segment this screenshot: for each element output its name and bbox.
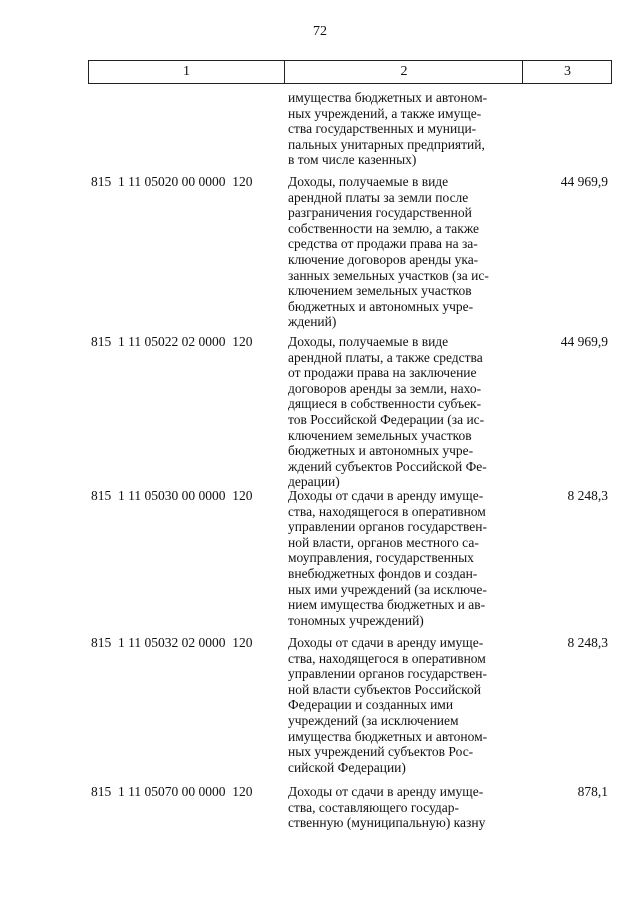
row-amount: 44 969,9 (560, 334, 608, 349)
continuation-description: имущества бюджетных и автоном- ных учреждений, а также имуще- ства государственных и муници- пальных унитарных предприятий, в том числе казенных) (288, 90, 488, 168)
row-code: 815 1 11 05022 02 0000 120 (91, 334, 253, 349)
column-header-3: 3 (522, 61, 612, 83)
row-description: Доходы от сдачи в аренду имуще- ства, составляющего государ- ственную (муниципальную) казну (288, 784, 486, 831)
row-amount: 878,1 (577, 784, 608, 799)
column-header-2: 2 (284, 61, 523, 83)
row-code: 815 1 11 05030 00 0000 120 (91, 488, 253, 503)
page-number: 72 (313, 24, 327, 39)
row-amount: 44 969,9 (560, 174, 608, 189)
column-header-row (88, 60, 612, 84)
row-description: Доходы, получаемые в виде арендной платы за земли после разграничения государственной собственности на землю, а также средства от продажи права на за- ключение договоров аренды ука- занных земельных участков (за ис- ключением земельных участков бюджетных и автономных учре- ждений) (288, 174, 489, 330)
row-description: Доходы от сдачи в аренду имуще- ства, находящегося в оперативном управлении органов государствен- ной власти субъектов Российской Федерации и созданных ими учреждений (за исключением имущества бюджетных и автоном- ных учреждений субъектов Рос- сийской Федерации) (288, 635, 488, 775)
column-header-1: 1 (183, 64, 190, 79)
row-description: Доходы от сдачи в аренду имуще- ства, находящегося в оперативном управлении органов государствен- ной власти, органов местного са- моуправления, государственных внебюджетных фондов и создан- ных ими учреждений (за исключе- нием имущества бюджетных и ав- тономных учреждений) (288, 488, 487, 628)
row-code: 815 1 11 05020 00 0000 120 (91, 174, 253, 189)
row-amount: 8 248,3 (567, 635, 608, 650)
row-description: Доходы, получаемые в виде арендной платы, а также средства от продажи права на заключение договоров аренды за земли, нахо- дящиеся в собственности субъек- тов Российской Федерации (за ис- ключением земельных участков бюджетных и автономных учре- ждений субъектов Российской Фе- дерации) (288, 334, 487, 490)
row-code: 815 1 11 05032 02 0000 120 (91, 635, 253, 650)
row-code: 815 1 11 05070 00 0000 120 (91, 784, 253, 799)
row-amount: 8 248,3 (567, 488, 608, 503)
